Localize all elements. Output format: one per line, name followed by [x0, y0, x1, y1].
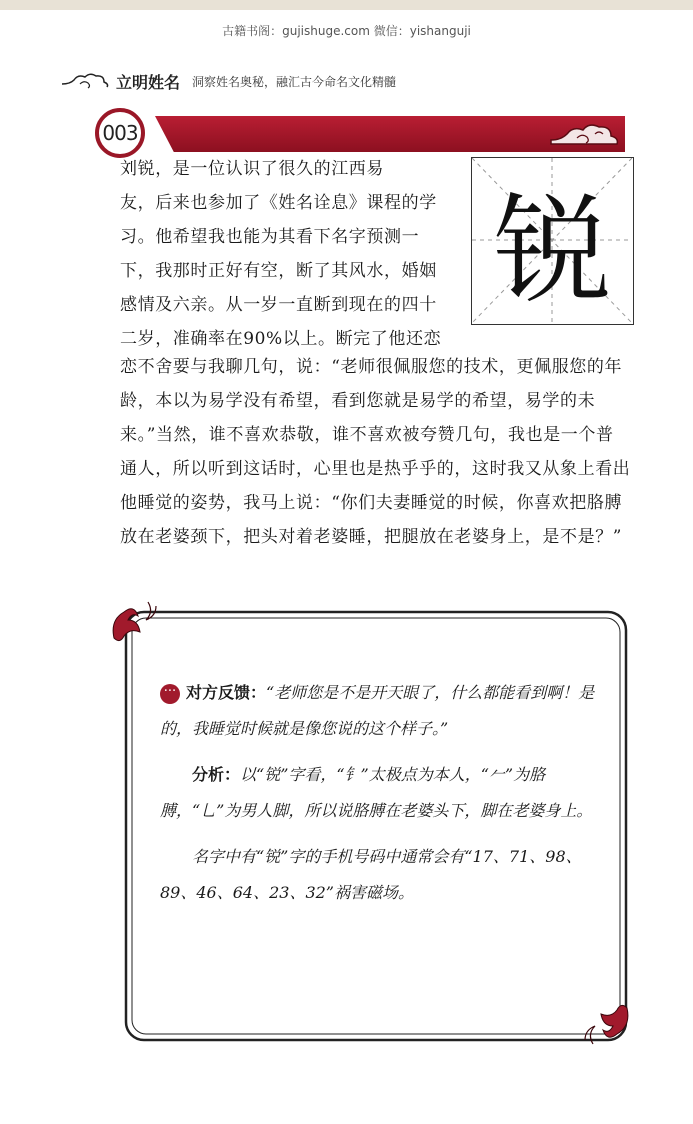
story-line: 习。他希望我也能为其看下名字预测一	[120, 227, 420, 247]
character-grid-box	[471, 157, 634, 325]
phone-paragraph: 名字中有“锐”字的手机号码中通常会有“17、71、98、89、46、64、23、32”祸害磁场。	[160, 847, 582, 902]
top-rule	[0, 0, 693, 10]
watermark: 古籍书阁：gujishuge.com 微信：yishanguji	[222, 24, 471, 38]
story-line: 他睡觉的姿势，我马上说：“你们夫妻睡觉的时候，你喜欢把胳膊	[120, 493, 623, 513]
feedback-paragraph	[160, 675, 610, 747]
feedback-text: “老师您是不是开天眼了，什么都能看到啊！是的，我睡觉时候就是像您说的这个样子。”	[160, 683, 595, 738]
story-line: 恋不舍要与我聊几句，说：“老师很佩服您的技术，更佩服您的年	[120, 357, 623, 377]
story-line: 刘锐，是一位认识了很久的江西易	[120, 159, 384, 179]
story-line: 放在老婆颈下，把头对着老婆睡，把腿放在老婆身上，是不是？”	[120, 527, 623, 547]
story-paragraph-bottom	[120, 350, 640, 554]
running-header	[60, 70, 396, 92]
analysis-paragraph	[160, 757, 610, 829]
cloud-ornament-icon	[547, 118, 627, 150]
book-subtitle: 洞察姓名奥秘，融汇古今命名文化精髓	[192, 74, 397, 89]
analysis-text: 以“锐”字看，“钅”太极点为本人，“𠂉”为胳膊，“乚”为男人脚，所以说胳膊在老婆头下，脚在老婆身上。	[160, 765, 593, 820]
cloud-ornament-icon	[60, 70, 110, 92]
analysis-label: 分析：	[192, 765, 241, 784]
story-line: 龄，本以为易学没有希望，看到您就是易学的希望，易学的未	[120, 391, 596, 411]
story-line: 下，我那时正好有空，断了其风水，婚姻	[120, 261, 437, 281]
story-line: 通人，所以听到这话时，心里也是热乎乎的，这时我又从象上看出	[120, 459, 631, 479]
feedback-content	[160, 675, 610, 921]
book-title: 立明姓名	[116, 72, 181, 92]
flame-ornament-icon	[585, 1005, 628, 1044]
section-number: 003	[102, 121, 138, 145]
story-line: 友，后来也参加了《姓名诠息》课程的学	[120, 193, 437, 213]
story-paragraph-top	[120, 152, 460, 356]
story-line: 感情及六亲。从一岁一直断到现在的四十	[120, 295, 437, 315]
feedback-label: 对方反馈：	[186, 683, 267, 702]
ellipsis-icon: ···	[160, 684, 180, 704]
featured-character: 锐	[493, 182, 612, 320]
story-line: 二岁，准确率在90%以上。断完了他还恋	[120, 329, 442, 349]
section-number-badge	[95, 108, 145, 158]
story-line: 来。”当然，谁不喜欢恭敬，谁不喜欢被夸赞几句，我也是一个普	[120, 425, 614, 445]
flame-ornament-icon	[113, 602, 156, 641]
